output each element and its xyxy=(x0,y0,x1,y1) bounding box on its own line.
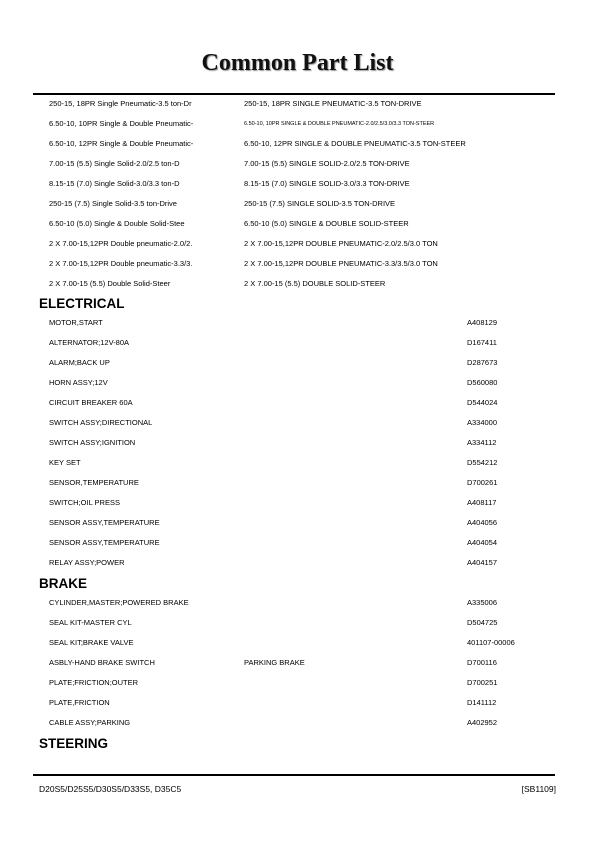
tire-description: 250-15, 18PR Single Pneumatic-3.5 ton-Dr xyxy=(49,99,192,108)
part-row xyxy=(0,633,595,653)
part-row xyxy=(0,693,595,713)
part-number: A408117 xyxy=(467,498,497,507)
tire-spec: 250-15 (7.5) SINGLE SOLID-3.5 TON-DRIVE xyxy=(244,199,396,208)
part-number: A334112 xyxy=(467,438,497,447)
part-row xyxy=(0,533,595,553)
tire-description: 7.00-15 (5.5) Single Solid-2.0/2.5 ton-D xyxy=(49,159,180,168)
footer-models: D20S5/D25S5/D30S5/D33S5, D35C5 xyxy=(39,784,182,794)
part-number: A404056 xyxy=(467,518,498,527)
part-name: SEAL KIT-MASTER CYL xyxy=(49,618,132,627)
tire-row xyxy=(0,134,595,154)
part-row xyxy=(0,333,595,353)
section-heading-steering: STEERING xyxy=(39,736,109,751)
part-row xyxy=(0,353,595,373)
tire-description: 2 X 7.00-15 (5.5) Double Solid-Steer xyxy=(49,279,171,288)
part-row xyxy=(0,313,595,333)
tire-spec: 7.00-15 (5.5) SINGLE SOLID-2.0/2.5 TON-DRIVE xyxy=(244,159,410,168)
bottom-rule xyxy=(33,774,555,776)
part-name: HORN ASSY;12V xyxy=(49,378,108,387)
tire-row xyxy=(0,174,595,194)
part-number: A335006 xyxy=(467,598,498,607)
part-number: A402952 xyxy=(467,718,498,727)
tire-row xyxy=(0,114,595,134)
tire-spec: 2 X 7.00-15 (5.5) DOUBLE SOLID-STEER xyxy=(244,279,386,288)
part-name: ASBLY-HAND BRAKE SWITCH xyxy=(49,658,155,667)
part-name: SWITCH;OIL PRESS xyxy=(49,498,120,507)
part-number: D504725 xyxy=(467,618,498,627)
part-number: D700116 xyxy=(467,658,497,667)
part-number: D700251 xyxy=(467,678,498,687)
tire-description: 250-15 (7.5) Single Solid-3.5 ton-Drive xyxy=(49,199,177,208)
part-row xyxy=(0,613,595,633)
part-row xyxy=(0,453,595,473)
part-number: D560080 xyxy=(467,378,498,387)
tire-description: 2 X 7.00-15,12PR Double pneumatic-3.3/3. xyxy=(49,259,193,268)
part-row xyxy=(0,433,595,453)
tire-row xyxy=(0,254,595,274)
part-row xyxy=(0,493,595,513)
part-note: PARKING BRAKE xyxy=(244,658,305,667)
part-row xyxy=(0,553,595,573)
part-name: SENSOR ASSY,TEMPERATURE xyxy=(49,518,160,527)
part-number: D167411 xyxy=(467,338,497,347)
part-number: D141112 xyxy=(467,698,497,707)
part-name: SENSOR ASSY,TEMPERATURE xyxy=(49,538,160,547)
part-row xyxy=(0,373,595,393)
tire-description: 6.50-10, 10PR Single & Double Pneumatic- xyxy=(49,119,194,128)
part-name: CIRCUIT BREAKER 60A xyxy=(49,398,133,407)
part-name: SEAL KIT;BRAKE VALVE xyxy=(49,638,134,647)
tire-row xyxy=(0,194,595,214)
tire-row xyxy=(0,154,595,174)
tire-row xyxy=(0,274,595,294)
part-number: A408129 xyxy=(467,318,498,327)
part-name: ALTERNATOR;12V-80A xyxy=(49,338,130,347)
part-name: CABLE ASSY;PARKING xyxy=(49,718,131,727)
part-number: D287673 xyxy=(467,358,498,367)
tire-spec: 6.50-10 (5.0) SINGLE & DOUBLE SOLID-STEER xyxy=(244,219,409,228)
page-title: Common Part List xyxy=(201,50,394,76)
part-row xyxy=(0,713,595,733)
tire-row xyxy=(0,94,595,114)
tire-row xyxy=(0,234,595,254)
section-heading-brake: BRAKE xyxy=(39,576,88,591)
part-number: A404157 xyxy=(467,558,498,567)
part-name: ALARM;BACK UP xyxy=(49,358,110,367)
tire-spec: 6.50-10, 10PR SINGLE & DOUBLE PNEUMATIC-2.0/2.5/3.0/3.3 TON-STEER xyxy=(244,121,435,127)
part-row xyxy=(0,473,595,493)
part-number: D700261 xyxy=(467,478,498,487)
part-name: KEY SET xyxy=(49,458,81,467)
part-name: CYLINDER,MASTER;POWERED BRAKE xyxy=(49,598,189,607)
tire-description: 6.50-10, 12PR Single & Double Pneumatic- xyxy=(49,139,194,148)
part-name: SWITCH ASSY;DIRECTIONAL xyxy=(49,418,153,427)
tire-spec: 6.50-10, 12PR SINGLE & DOUBLE PNEUMATIC-3.5 TON-STEER xyxy=(244,139,466,148)
tire-spec: 250-15, 18PR SINGLE PNEUMATIC-3.5 TON-DRIVE xyxy=(244,99,422,108)
section-heading-electrical: ELECTRICAL xyxy=(39,296,125,311)
part-name: SENSOR,TEMPERATURE xyxy=(49,478,139,487)
part-row xyxy=(0,413,595,433)
part-name: PLATE;FRICTION;OUTER xyxy=(49,678,139,687)
tire-spec: 2 X 7.00-15,12PR DOUBLE PNEUMATIC-3.3/3.5/3.0 TON xyxy=(244,259,438,268)
part-number: D544024 xyxy=(467,398,498,407)
part-number: D554212 xyxy=(467,458,498,467)
part-number: A404054 xyxy=(467,538,498,547)
part-number: 401107-00006 xyxy=(467,638,515,647)
tire-description: 2 X 7.00-15,12PR Double pneumatic-2.0/2. xyxy=(49,239,193,248)
part-row xyxy=(0,673,595,693)
part-name: MOTOR,START xyxy=(49,318,103,327)
tire-description: 8.15-15 (7.0) Single Solid-3.0/3.3 ton-D xyxy=(49,179,180,188)
tire-spec: 2 X 7.00-15,12PR DOUBLE PNEUMATIC-2.0/2.5/3.0 TON xyxy=(244,239,438,248)
part-number: A334000 xyxy=(467,418,498,427)
part-row xyxy=(0,393,595,413)
tire-description: 6.50-10 (5.0) Single & Double Solid-Stee xyxy=(49,219,185,228)
part-name: SWITCH ASSY;IGNITION xyxy=(49,438,136,447)
part-row xyxy=(0,513,595,533)
part-row xyxy=(0,593,595,613)
part-row xyxy=(0,653,595,673)
part-name: RELAY ASSY;POWER xyxy=(49,558,125,567)
tire-row xyxy=(0,214,595,234)
part-name: PLATE,FRICTION xyxy=(49,698,110,707)
footer-code: [SB1109] xyxy=(521,784,556,794)
tire-spec: 8.15-15 (7.0) SINGLE SOLID-3.0/3.3 TON-DRIVE xyxy=(244,179,410,188)
